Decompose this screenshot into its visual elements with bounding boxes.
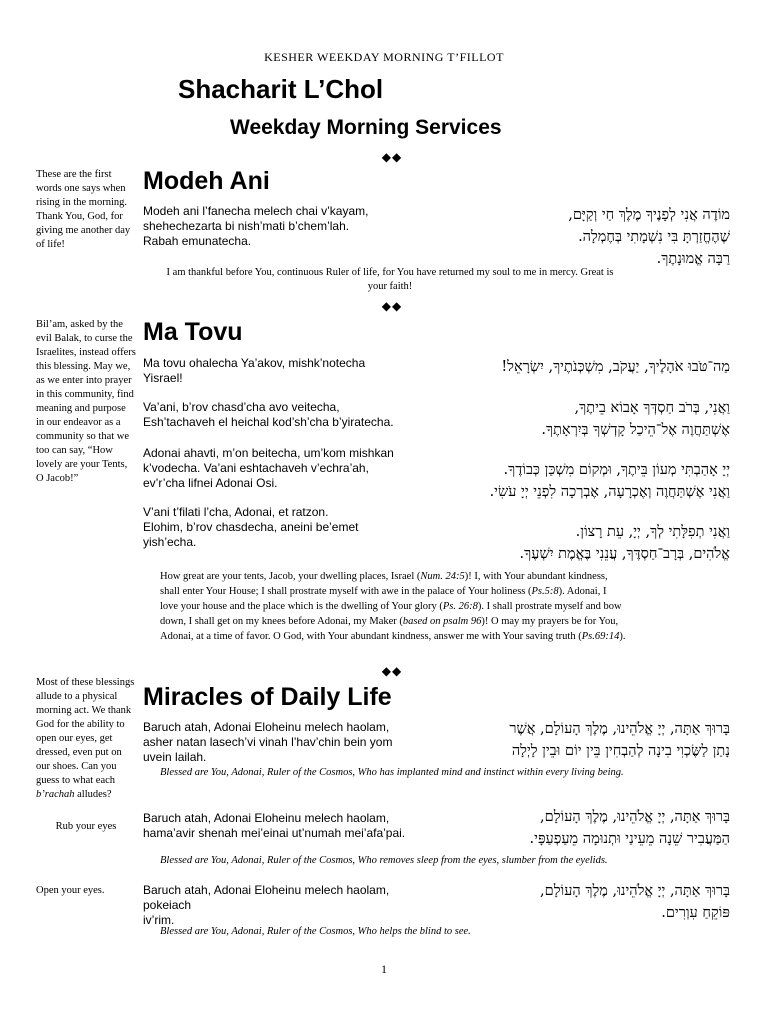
miracles-side-note: Most of these blessings allude to a physical morning act. We thank God for the ability to open our eyes, get dressed, even put on our shoes. Can you guess to what each b’rachah alludes? bbox=[36, 677, 135, 800]
matovu-side-note: Bil’am, asked by the evil Balak, to curse the Israelites, instead offers this blessing. May we, as we enter into prayer in this community, find meaning and purpose in our endeavor as a community so that we too can say, “How lovely are your Tents, O Jacob!” bbox=[36, 319, 136, 484]
matovu-hebrew-1: מַה־טֹּבוּ אֹהָלֶיךָ, יַעֲקֹב, מִשְׁכְּנֹתֶיךָ, יִשְׂרָאֵל! bbox=[501, 359, 730, 375]
matovu-hebrew-4: וַאֲנִי תְפִלָּתִי לְךָ, יְיָ, עֵת רָצוֹן. אֱלֹהִים, בְּרָב־חַסְדֶּךָ, עֲנֵנִי בֶּאֱמֶת יִשְׁעֶךָ. bbox=[519, 524, 730, 562]
matovu-heading: Ma Tovu bbox=[143, 318, 243, 346]
blessing-2-side-note: Rub your eyes bbox=[55, 821, 117, 832]
modeh-heading: Modeh Ani bbox=[143, 167, 270, 195]
section-divider: ◆◆ bbox=[381, 299, 403, 313]
page-number: 1 bbox=[381, 962, 387, 976]
miracles-heading: Miracles of Daily Life bbox=[143, 683, 392, 711]
blessing-3-translation: Blessed are You, Adonai, Ruler of the Cosmos, Who helps the blind to see. bbox=[160, 926, 471, 937]
matovu-translit-2: Va’ani, b’rov chasd’cha avo veitecha, Esh’tachaveh el heichal kod’sh’cha b’yiratecha. bbox=[143, 400, 394, 429]
blessing-2-translation: Blessed are You, Adonai, Ruler of the Cosmos, Who removes sleep from the eyes, slumber from the eyelids. bbox=[160, 855, 608, 866]
blessing-2-transliteration: Baruch atah, Adonai Eloheinu melech haolam, hama’avir shenah mei’einai ut’numah mei’afa’pai. bbox=[143, 811, 406, 840]
matovu-translit-4: V’ani t’filati l’cha, Adonai, et ratzon. Elohim, b’rov chasdecha, aneini be’emet yish’echa. bbox=[143, 505, 359, 549]
matovu-translit-3: Adonai ahavti, m’on beitecha, um’kom mishkan k’vodecha. Va’ani eshtachaveh v’echra’ah, ev’r’cha lifnei Adonai Osi. bbox=[143, 446, 394, 490]
blessing-1-translation: Blessed are You, Adonai, Ruler of the Cosmos, Who has implanted mind and instinct within every living being. bbox=[160, 767, 624, 778]
matovu-translation: How great are your tents, Jacob, your dwelling places, Israel (Num. 24:5)! I, with Your abundant kindness, shall enter Your House; I shall prostrate myself with awe in the palace of Your holiness (Ps.5:8). Adonai, I love your house and the place which is the dwelling of Your glory (Ps. 26:8). I shall prostrate myself and bow down, I shall get on my knees before Adonai, my Maker (based on psalm 96)! O may my prayers be for You, Adonai, at a time of favor. O God, with Your abundant kindness, answer me with Your saving truth (Ps.69:14). bbox=[160, 571, 626, 642]
modeh-side-note: These are the first words one says when rising in the morning. Thank You, God, for giving me another day of life! bbox=[36, 169, 131, 250]
modeh-translation: I am thankful before You, continuous Ruler of life, for You have returned my soul to me in mercy. Great is your faith! bbox=[166, 267, 614, 292]
matovu-hebrew-3: יְיָ אָהַבְתִּי מְעוֹן בֵּיתֶךָ, וּמְקוֹם מִשְׁכַּן כְּבוֹדֶךָ. וַאֲנִי אֶשְׁתַּחֲוֶה וְאֶכְרָעָה, אֶבְרְכָה לִפְנֵי יְיָ עֹשִׂי. bbox=[489, 462, 730, 500]
page-title: Shacharit L’Chol bbox=[178, 74, 384, 104]
matovu-hebrew-2: וַאֲנִי, בְּרֹב חַסְדְּךָ אָבוֹא בֵיתֶךָ, אֶשְׁתַּחֲוֶה אֶל־הֵיכַל קָדְשְׁךָ בְּיִרְאָתֶךָ. bbox=[541, 400, 730, 438]
blessing-1-transliteration: Baruch atah, Adonai Eloheinu melech haolam, asher natan lasech’vi vinah l’hav’chin bein yom uvein lailah. bbox=[143, 720, 393, 764]
blessing-3-side-note: Open your eyes. bbox=[36, 885, 105, 896]
matovu-translit-1: Ma tovu ohalecha Ya’akov, mishk’notecha Yisrael! bbox=[143, 356, 366, 385]
blessing-1-hebrew: בָּרוּךְ אַתָּה, יְיָ אֱלֹהֵינוּ, מֶלֶךְ הָעוֹלָם, אֲשֶׁר נָתַן לַשֶּׂכְוִי בִינָה לְהַבְחִין בֵּין יוֹם וּבֵין לָיְלָה bbox=[509, 721, 730, 759]
running-head: KESHER WEEKDAY MORNING T’FILLOT bbox=[264, 50, 504, 64]
blessing-2-hebrew: בָּרוּךְ אַתָּה, יְיָ אֱלֹהֵינוּ, מֶלֶךְ הָעוֹלָם, הַמַּעֲבִיר שֵׁנָה מֵעֵינַי וּתְנוּמָה מֵעַפְעַפָּי. bbox=[529, 809, 730, 847]
modeh-transliteration: Modeh ani l’fanecha melech chai v’kayam, shehechezarta bi nish’mati b’chem’lah. Rabah emunatecha. bbox=[143, 204, 369, 248]
blessing-3-hebrew: בָּרוּךְ אַתָּה, יְיָ אֱלֹהֵינוּ, מֶלֶךְ הָעוֹלָם, פּוֹקֵחַ עִוְרִים. bbox=[540, 883, 730, 921]
section-divider: ◆◆ bbox=[381, 664, 403, 678]
section-divider: ◆◆ bbox=[381, 150, 403, 164]
modeh-hebrew: מוֹדֶה אֲנִי לְפָנֶיךָ מֶלֶךְ חַי וְקַיָּם, שֶׁהֶחֱזַרְתָּ בִּי נִשְׁמָתִי בְּחֶמְלָה. רַבָּה אֱמוּנָתֶךָ. bbox=[568, 207, 730, 267]
page-subtitle: Weekday Morning Services bbox=[230, 116, 502, 139]
blessing-3-transliteration: Baruch atah, Adonai Eloheinu melech haolam, pokeiach iv’rim. bbox=[143, 883, 390, 927]
